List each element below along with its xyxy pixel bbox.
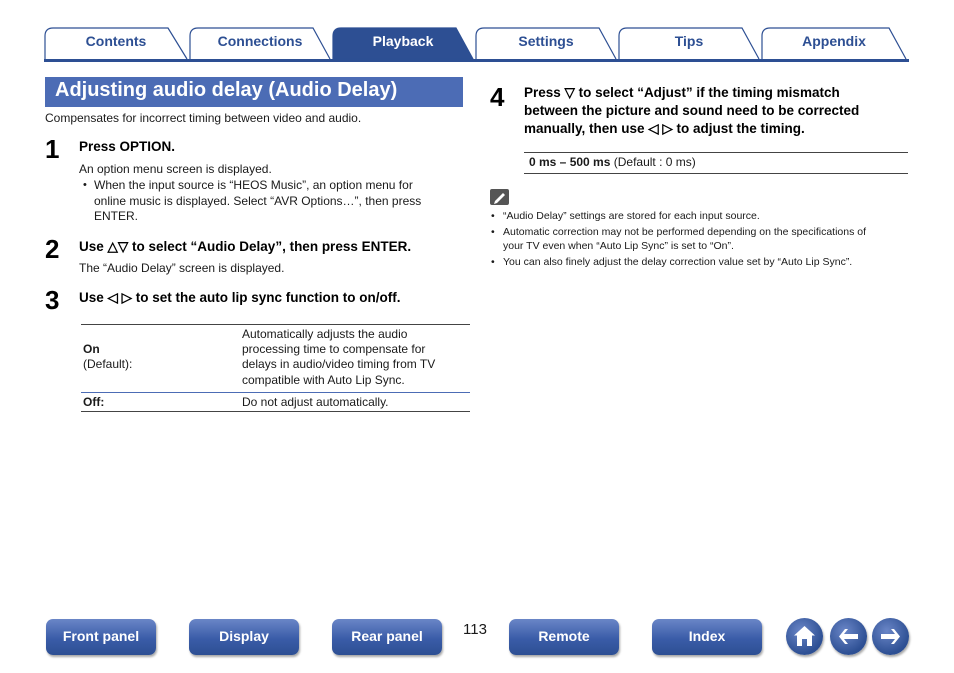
step-1-number: 1 xyxy=(45,134,60,164)
tab-contents[interactable] xyxy=(44,26,188,59)
note-item-2-cont: your TV even when “Auto Lip Sync” is set to “On”. xyxy=(503,240,734,252)
display-button[interactable]: Display xyxy=(189,619,299,655)
step-4-heading-line-2: between the picture and sound need to be corrected xyxy=(524,103,860,118)
range-value: 0 ms – 500 ms xyxy=(529,155,611,169)
option-off-key: Off: xyxy=(83,395,105,409)
option-on-desc-3: delays in audio/video timing from TV xyxy=(242,357,436,371)
tab-bar xyxy=(44,26,909,62)
tab-label: Connections xyxy=(217,33,303,49)
option-on-default: (Default): xyxy=(83,357,133,371)
option-on-desc-1: Automatically adjusts the audio xyxy=(242,327,408,341)
range-default: (Default : 0 ms) xyxy=(613,155,696,169)
tab-label: Playback xyxy=(372,33,434,49)
step-2-description: The “Audio Delay” screen is displayed. xyxy=(79,261,285,275)
note-item-1: • “Audio Delay” settings are stored for each input source. xyxy=(503,209,898,224)
intro-text: Compensates for incorrect timing between video and audio. xyxy=(45,111,362,125)
option-on-desc-4: compatible with Auto Lip Sync. xyxy=(242,373,405,387)
step-1-heading: Press OPTION. xyxy=(79,139,176,154)
tab-tips[interactable] xyxy=(618,26,760,59)
arrow-right-icon xyxy=(872,618,909,655)
step-4-number: 4 xyxy=(490,82,505,112)
home-icon xyxy=(786,618,823,655)
back-button[interactable] xyxy=(830,618,867,655)
option-on-desc-2: processing time to compensate for xyxy=(242,342,426,356)
step-4-heading-line-3: manually, then use ◁ ▷ to adjust the timing. xyxy=(524,121,805,136)
tab-label: Settings xyxy=(518,33,574,49)
step-1-description: An option menu screen is displayed. xyxy=(79,162,272,176)
step-1-bullet-line-3: ENTER. xyxy=(94,209,139,223)
step-4-heading-line-1: Press ▽ to select “Adjust” if the timing mismatch xyxy=(524,85,840,100)
step-1-bullet-line-2: online music is displayed. Select “AVR Options…”, then press xyxy=(94,194,422,208)
step-1-bullet-line-1: • When the input source is “HEOS Music”, an option menu for xyxy=(94,178,413,194)
index-button[interactable]: Index xyxy=(652,619,762,655)
remote-button[interactable]: Remote xyxy=(509,619,619,655)
step-2-heading: Use △▽ to select “Audio Delay”, then press ENTER. xyxy=(79,239,412,254)
step-3-number: 3 xyxy=(45,285,60,315)
tab-label: Contents xyxy=(85,33,147,49)
note-item-2: • Automatic correction may not be performed depending on the specifications of xyxy=(503,225,898,240)
option-on-key: On xyxy=(83,342,100,356)
tab-connections[interactable] xyxy=(189,26,331,59)
arrow-left-icon xyxy=(830,618,867,655)
rear-panel-button[interactable]: Rear panel xyxy=(332,619,442,655)
table-row-off xyxy=(81,392,470,412)
option-off-desc: Do not adjust automatically. xyxy=(242,395,389,409)
pencil-icon xyxy=(490,189,509,205)
front-panel-button[interactable]: Front panel xyxy=(46,619,156,655)
home-button[interactable] xyxy=(786,618,823,655)
options-table xyxy=(81,324,470,412)
table-row-on xyxy=(81,324,470,392)
note-item-3: • You can also finely adjust the delay correction value set by “Auto Lip Sync”. xyxy=(503,255,898,270)
range-box xyxy=(524,152,908,174)
page-number: 113 xyxy=(463,621,487,638)
tab-settings[interactable] xyxy=(475,26,617,59)
step-3-heading: Use ◁ ▷ to set the auto lip sync function to on/off. xyxy=(79,290,401,305)
tab-label: Appendix xyxy=(802,33,866,49)
tab-label: Tips xyxy=(674,33,704,49)
tab-appendix[interactable] xyxy=(761,26,907,59)
forward-button[interactable] xyxy=(872,618,909,655)
step-2-number: 2 xyxy=(45,234,60,264)
tab-playback[interactable] xyxy=(332,26,474,59)
section-title: Adjusting audio delay (Audio Delay) xyxy=(45,77,463,107)
